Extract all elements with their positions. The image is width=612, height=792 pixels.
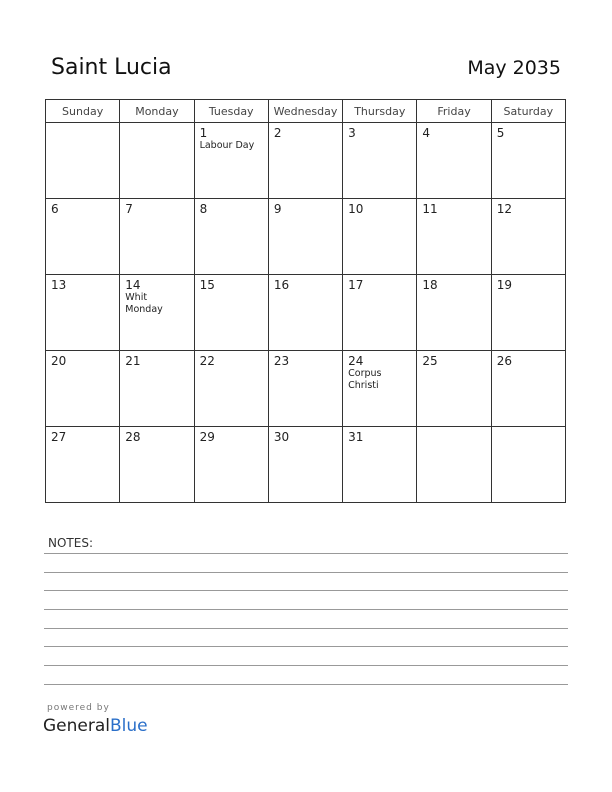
day-cell: [46, 275, 120, 351]
weekday-header: Sunday: [46, 100, 120, 123]
day-cell: [417, 123, 491, 199]
week-row: [46, 199, 566, 275]
calendar-month: May 2035: [467, 57, 561, 79]
day-cell: [46, 199, 120, 275]
day-cell: [268, 199, 342, 275]
day-cell: [268, 427, 342, 503]
day-cell: [343, 199, 417, 275]
weekday-header: Wednesday: [268, 100, 342, 123]
day-number: 11: [422, 202, 438, 216]
day-number: 3: [348, 126, 356, 140]
day-number: 14: [125, 278, 141, 292]
brand-general-text: General: [43, 716, 110, 736]
weekday-header: Monday: [120, 100, 194, 123]
day-cell: [417, 427, 491, 503]
day-cell: [268, 123, 342, 199]
day-cell: [491, 351, 565, 427]
day-cell: [46, 427, 120, 503]
day-cell: [491, 275, 565, 351]
day-cell: [417, 351, 491, 427]
day-cell: [343, 427, 417, 503]
weekday-header: Tuesday: [194, 100, 268, 123]
weekday-header: Saturday: [491, 100, 565, 123]
day-number: 7: [125, 202, 133, 216]
day-cell: [194, 275, 268, 351]
day-number: 22: [199, 354, 215, 368]
day-cell: [491, 427, 565, 503]
day-number: 21: [125, 354, 141, 368]
day-cell: [46, 123, 120, 199]
day-cell: [491, 199, 565, 275]
day-cell: [417, 199, 491, 275]
holiday-label: Labour Day: [199, 140, 255, 151]
day-cell: [120, 123, 194, 199]
day-cell: [194, 123, 268, 199]
day-number: 1: [199, 126, 208, 140]
powered-by-text: powered by: [47, 703, 110, 713]
day-number: 31: [348, 430, 364, 444]
day-number: 29: [199, 430, 215, 444]
day-number: 6: [51, 202, 59, 216]
note-line: [44, 628, 568, 629]
note-line: [44, 590, 568, 591]
day-number: 25: [422, 354, 438, 368]
day-number: 26: [496, 354, 512, 368]
holiday-label: Whit Monday: [125, 292, 163, 315]
note-line: [44, 553, 568, 554]
day-cell: [194, 351, 268, 427]
day-number: 8: [199, 202, 208, 216]
day-cell: [194, 199, 268, 275]
note-line: [44, 609, 568, 610]
note-line: [44, 646, 568, 647]
week-row: [46, 427, 566, 503]
day-cell: [120, 427, 194, 503]
week-row: [46, 275, 566, 351]
note-line: [44, 572, 568, 573]
day-number: 4: [422, 126, 431, 140]
day-cell: [194, 427, 268, 503]
generalblue-logo[interactable]: [43, 716, 148, 736]
day-number: 2: [273, 126, 282, 140]
day-cell: [268, 275, 342, 351]
day-number: 16: [273, 278, 290, 292]
day-cell: [491, 123, 565, 199]
day-number: 24: [348, 354, 364, 368]
day-number: 10: [348, 202, 364, 216]
day-number: 5: [496, 126, 505, 140]
notes-label: NOTES:: [48, 536, 93, 550]
day-number: 27: [51, 430, 67, 444]
day-cell: [46, 351, 120, 427]
day-number: 30: [273, 430, 290, 444]
day-cell: [120, 199, 194, 275]
day-number: 12: [496, 202, 512, 216]
day-cell: [343, 123, 417, 199]
holiday-label: Corpus Christi: [348, 368, 382, 391]
note-line: [44, 665, 568, 666]
day-number: 13: [51, 278, 67, 292]
day-cell: [120, 275, 194, 351]
weekday-header: Thursday: [343, 100, 417, 123]
day-cell: [343, 351, 417, 427]
week-row: [46, 351, 566, 427]
day-cell: [120, 351, 194, 427]
day-cell: [343, 275, 417, 351]
day-number: 18: [422, 278, 438, 292]
day-number: 23: [273, 354, 290, 368]
day-cell: [417, 275, 491, 351]
day-cell: [268, 351, 342, 427]
day-number: 28: [125, 430, 141, 444]
note-line: [44, 684, 568, 685]
calendar-title: Saint Lucia: [51, 55, 172, 80]
day-number: 20: [51, 354, 67, 368]
day-number: 15: [199, 278, 215, 292]
day-number: 19: [496, 278, 512, 292]
week-row: [46, 123, 566, 199]
brand-blue-text: Blue: [110, 716, 148, 736]
weekday-header-row: [46, 100, 566, 123]
day-number: 17: [348, 278, 364, 292]
weekday-header: Friday: [417, 100, 491, 123]
calendar-grid: [45, 99, 566, 503]
day-number: 9: [273, 202, 282, 216]
